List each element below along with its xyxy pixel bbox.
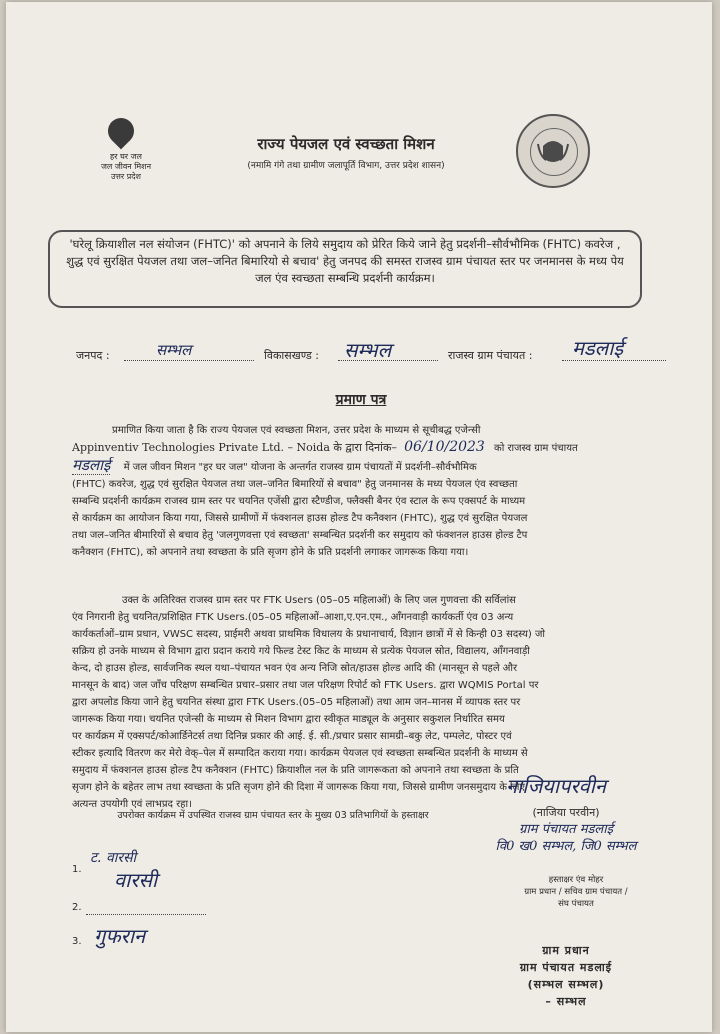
para1-line-text: में जल जीवन मिशन "हर घर जल" योजना के अन्तर्गत राजस्व ग्राम पंचायतों में प्रदर्शनी–सौर्वभौमिक (123, 462, 477, 473)
representative-row (72, 896, 272, 924)
date-suffix: को राजस्व ग्राम पंचायत (494, 443, 578, 454)
seal-emblem-icon (518, 116, 588, 186)
district-label: जनपद : (76, 349, 110, 362)
program-description-box: 'घरेलू क्रियाशील नल संयोजन (FHTC)' को अपनाने के लिये समुदाय को प्रेरित किये जाने हेतु प्रदर्शनी–सौर्वभौमिक (FHTC) कवरेज , शुद्ध एवं सुरक्षित पेयजल तथा जल–जनित बिमारियो से बचाव' हेतु जनपद की समस्त राजस्व ग्राम पंचायत स्तर पर जनमानस के मध्य पेय जल एंव स्वच्छता सम्बन्धि प्रदर्शनी कार्यक्रम। (48, 230, 642, 308)
district-value: सम्भल (156, 341, 192, 359)
para1-line (72, 457, 674, 476)
para2-line: समुदाय में फंक्शनल हाउस होल्ड टैप कनैक्शन (FHTC) क्रियाशील नल के प्रति जागरूकता को अपनाने तथा स्वच्छता के प्रति (72, 765, 519, 776)
representative-row (72, 924, 272, 954)
para1-line: प्रमाणित किया जाता है कि राज्य पेयजल एवं स्वच्छता मिशन, उत्तर प्रदेश के माध्यम से सूचीबद्ध एजेन्सी (112, 425, 481, 436)
representative-row (72, 850, 272, 892)
water-drop-icon (103, 113, 140, 150)
para2-line: स्टीकर इत्यादि वितरण कर मेरो वेक्–पेल में सम्पादित कराया गया। कार्यक्रम पेयजल एवं स्वच्छता सम्बन्धित प्रदर्शनी के माध्यम से (72, 748, 528, 759)
para1-line: कनैक्शन (FHTC), को अपनाने तथा स्वच्छता के प्रति सृजग होने के प्रति प्रदर्शनी लगाकर जागरूक किया गया। (72, 547, 469, 558)
agency-text: Appinventiv Technologies Private Ltd. – Noida के द्वारा दिनांक– (72, 441, 397, 454)
rep-number: 3. (72, 936, 82, 947)
para2-line: द्वारा अपलोड किया जाने हेतु चयनित संस्था द्वारा FTK Users.(05–05 महिलाओं) तथा आम जन–मानस में व्यापक स्तर पर (72, 697, 521, 708)
certificate-title: प्रमाण पत्र (335, 392, 387, 408)
para1-line: तथा जल–जनित बीमारियों से बचाव हेतु 'जलगुणवत्ता एवं स्वच्छता' सम्बन्धित प्रदर्शनी कर समुदाय को फंक्शनल हाउस होल्ड टैप (72, 530, 528, 541)
para2-line: उक्त के अतिरिक्त राजस्व ग्राम स्तर पर FTK Users (05–05 महिलाओं) के लिए जल गुणवत्ता की सर्विलांस (122, 595, 516, 606)
para2-line: सृजग होने के बहेतर लाभ तथा स्वच्छता के प्रति सृजग होने की दिशा में जागरूक किया गया, जिससे ग्रामीण जनसमुदाय के लिए (72, 782, 525, 793)
rep-1-sign: वारसी (114, 868, 158, 892)
rep-number: 2. (72, 902, 82, 913)
official-stamp (446, 942, 686, 1010)
para1-line: सम्बन्धि प्रदर्शनी कार्यक्रम राजस्व ग्राम स्तर पर चयनित एजेंसी द्वारा स्टैण्डीज, फ्लैक्सी बैनर एंव स्टाल के रूप एक्सपर्ट के माध्यम (72, 496, 526, 507)
rep-1-sign-top: ट. वारसी (90, 850, 137, 866)
para2-line: केन्द, दो हाउस होल्ड, सार्वजनिक स्थल यथा–पंचायत भवन एंव अन्य निजि स्रोत/हाउस होल्ड आदि की (मानसून से पहले और (72, 663, 518, 674)
para1-line: (FHTC) कवरेज, शुद्ध एवं सुरक्षित पेयजल तथा जल–जनित बिमारियों से बचाव" हेतु जनमानस के मध्य पेयजल एंव स्वच्छता (72, 479, 518, 490)
para2-line: सक्रिय हो उनके माध्यम से विभाग द्वारा प्रदान कराये गये फिल्ड टेस्ट किट के माध्यम से प्रत्येक पेयजल स्रोत, विद्यालय, आँगनवाड़ी (72, 646, 530, 657)
stamp-line: (सम्भल सम्भल) (527, 978, 605, 991)
har-ghar-jal-logo (86, 112, 156, 182)
stamp-line: ग्राम प्रधान (542, 944, 590, 957)
date-value: 06/10/2023 (404, 439, 485, 455)
mission-subtitle: (नमामि गंगे तथा ग्रामीण जलापूर्ति विभाग, उत्तर प्रदेश शासन) (247, 161, 445, 171)
para1-line: से कार्यक्रम का आयोजन किया गया, जिससे ग्रामीणों में फंक्शनल हाउस होल्ड टैप कनैक्शन (FHTC), शुद्ध एवं सुरक्षित पेयजल (72, 513, 528, 524)
panchayat-value: मडलाई (572, 336, 624, 360)
para2-line: जागरूक किया गया। चयनित एजेन्सी के माध्यम से मिशन विभाग द्वारा स्वीकृत माड्यूल के अनुसार सकुशल निर्धारित समय (72, 714, 505, 725)
representatives-caption: उपरोक्त कार्यक्रम में उपस्थित राजस्व ग्राम पंचायत स्तर के मुख्य 03 प्रतिभागियों के हस्ताक्षर (117, 810, 429, 821)
rep-3-sign: गुफरान (94, 924, 146, 948)
signatory-block-district: वि0 ख0 सम्भल, जि0 सम्भल (495, 839, 637, 854)
para2-line: पर कार्यक्रम में एक्सपर्ट/कोआर्डिनेटर्स तथा दिनिन्न प्रकार की आई. ई. सी./प्रचार प्रसार सामग्री–बकु लेट, पम्पलेट, पोस्टर एवं (72, 731, 512, 742)
up-government-seal (516, 114, 590, 188)
para2-line: मानसून के बाद) जल जाँच परिक्षण सम्बन्धित प्रचार–प्रसार तथा जल परिक्षण रिपोर्ट को FTK Users. द्वारा WQMIS Portal पर (72, 680, 539, 691)
mission-title: राज्य पेयजल एवं स्वच्छता मिशन (257, 135, 435, 153)
para2-line: एंव निगरानी हेतु चयनित/प्रशिक्षित FTK Users.(05–05 महिलाओं–आशा,ए.एन.एम., आँगनवाड़ी कार्यकर्ती एंव 03 अन्य (72, 612, 514, 623)
pradhan-signature: नाजियापरवीन (506, 774, 607, 798)
representatives-list (72, 850, 272, 954)
panchayat-label: राजस्व ग्राम पंचायत : (448, 349, 533, 362)
panchayat-handwritten: मडलाई (72, 457, 111, 474)
signatory-name: (नाजिया परवीन) (532, 806, 600, 819)
rep-number: 1. (72, 864, 82, 875)
para2-line: अत्यन्त उपयोगी एवं लाभप्रद रहा। (72, 799, 192, 810)
paragraph-1 (72, 422, 674, 561)
block-label: विकासखण्ड : (264, 349, 320, 362)
official-caption: हस्ताक्षर एंव मोहर ग्राम प्रधान / सचिव ग्राम पंचायत / संघ पंचायत (524, 875, 628, 909)
block-value: सम्भल (344, 338, 392, 362)
signatory-panchayat: ग्राम पंचायत मडलाई (519, 822, 613, 837)
para2-line: कार्यकर्ताओं–ग्राम प्रधान, VWSC सदस्य, प्राईमरी अथवा प्राथमिक विधालय के प्रधानाचार्य, विज्ञान छात्रों में से किन्ही 03 सदस्य) जो (72, 629, 545, 640)
signatory-block (476, 804, 656, 855)
certificate-page (6, 2, 712, 1032)
rep-2-line (86, 900, 206, 915)
stamp-line: ग्राम पंचायत मडलाई (519, 961, 613, 974)
stamp-line: – सम्भल (545, 995, 587, 1008)
para1-line (72, 439, 674, 457)
logo-text: हर घर जल जल जीवन मिशन उत्तर प्रदेश (100, 152, 152, 181)
